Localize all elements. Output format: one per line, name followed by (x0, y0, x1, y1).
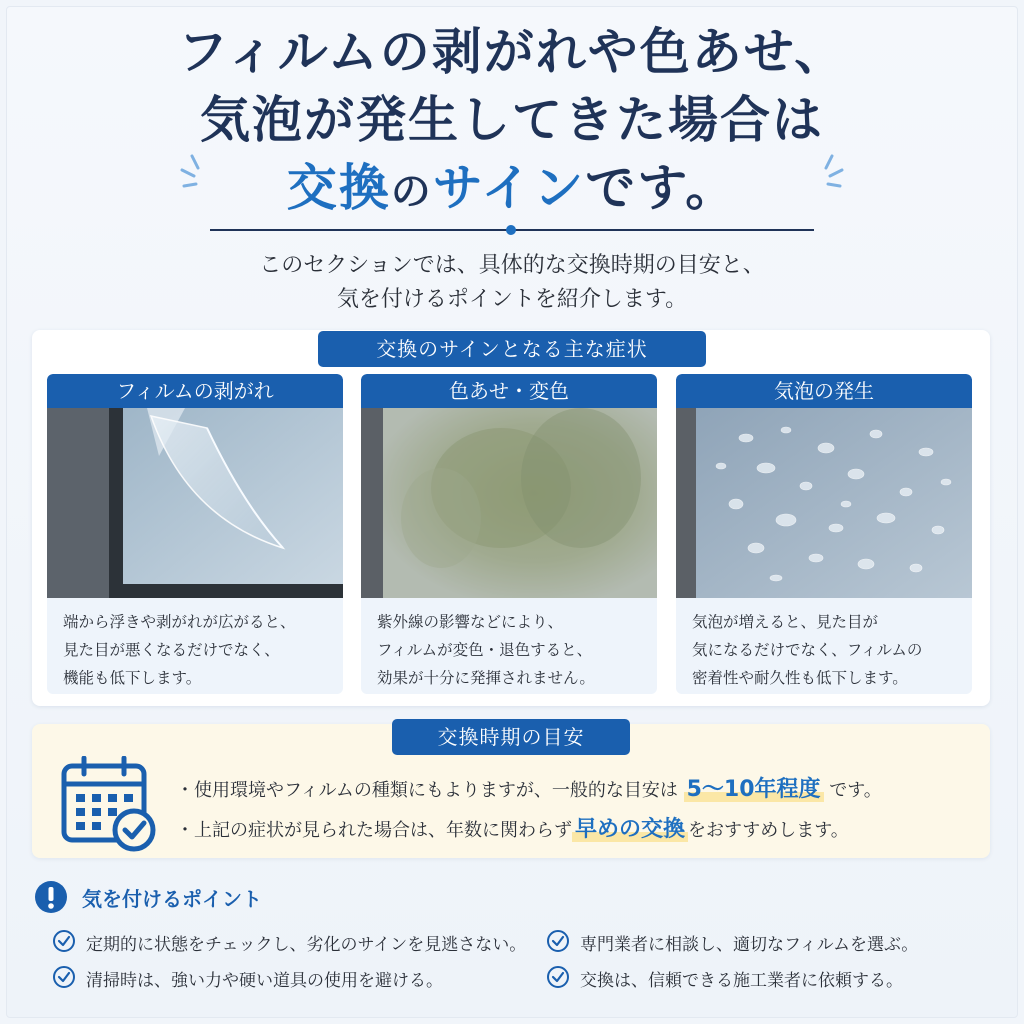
faded-film-photo (361, 408, 657, 598)
sparkle-lines-left-icon (180, 152, 224, 196)
headline-no: の (390, 168, 433, 215)
timing-line-1 (176, 772, 882, 803)
tips-title: 気を付けるポイント (82, 887, 262, 911)
timing-line-1-text: ・使用環境やフィルムの種類にもよりますが、一般的な目安は (176, 780, 678, 801)
intro-line-1: このセクションでは、具体的な交換時期の目安と、 (259, 253, 765, 278)
timing-highlight-early: 早めの交換 (572, 817, 688, 842)
timing-line-2-end: をおすすめします。 (688, 820, 849, 841)
header-divider-dot (506, 225, 516, 235)
symptom-card-fading (361, 374, 657, 694)
symptom-text-line: 気になるだけでなく、フィルムの (692, 641, 923, 659)
symptom-card-title: フィルムの剥がれ (47, 374, 343, 408)
bubbled-film-photo (676, 408, 972, 598)
sparkle-lines-right-icon (800, 152, 844, 196)
tip-text: 定期的に状態をチェックし、劣化のサインを見逃さない。 (86, 935, 527, 955)
timing-line-1-end: です。 (829, 780, 882, 801)
symptom-card-peeling (47, 374, 343, 694)
timing-highlight-years: 5〜10年程度 (684, 777, 824, 802)
symptom-card-title: 気泡の発生 (676, 374, 972, 408)
calendar-check-icon (60, 756, 158, 854)
symptom-card-text (692, 608, 962, 692)
check-circle-icon (52, 929, 76, 953)
headline-end: です。 (585, 158, 738, 217)
headline-line-3 (0, 156, 1024, 224)
symptom-text-line: 紫外線の影響などにより、 (377, 613, 564, 631)
symptom-text-line: 端から浮きや剥がれが広がると、 (63, 613, 296, 631)
symptom-text-line: 気泡が増えると、見た目が (692, 613, 879, 631)
symptoms-tab: 交換のサインとなる主な症状 (318, 331, 706, 367)
symptom-text-line: 見た目が悪くなるだけでなく、 (63, 641, 280, 659)
timing-line-2 (176, 812, 849, 843)
timing-tab: 交換時期の目安 (392, 719, 630, 755)
symptom-text-line: 機能も低下します。 (63, 669, 202, 687)
headline-line-1: フィルムの剥がれや色あせ、 (177, 22, 847, 81)
symptom-card-text (377, 608, 647, 692)
headline-line-2: 気泡が発生してきた場合は (200, 90, 824, 149)
symptom-card-title: 色あせ・変色 (361, 374, 657, 408)
tip-text: 交換は、信頼できる施工業者に依頼する。 (580, 971, 903, 991)
symptom-card-text (63, 608, 333, 692)
exclamation-icon (34, 880, 68, 914)
symptom-card-bubbles (676, 374, 972, 694)
tip-text: 専門業者に相談し、適切なフィルムを選ぶ。 (580, 935, 919, 955)
intro-line-2: 気を付けるポイントを紹介します。 (336, 287, 688, 312)
headline-accent-sign: サイン (432, 158, 586, 217)
headline-accent-koukan: 交換 (286, 158, 391, 217)
symptom-text-line: 密着性や耐久性も低下します。 (692, 669, 908, 687)
symptom-text-line: フィルムが変色・退色すると、 (377, 641, 593, 659)
check-circle-icon (546, 929, 570, 953)
symptom-text-line: 効果が十分に発揮されません。 (377, 669, 595, 687)
check-circle-icon (546, 965, 570, 989)
peeling-film-photo (47, 408, 343, 598)
tip-text: 清掃時は、強い力や硬い道具の使用を避ける。 (86, 971, 443, 991)
check-circle-icon (52, 965, 76, 989)
timing-line-2-text: ・上記の症状が見られた場合は、年数に関わらず (176, 820, 572, 841)
